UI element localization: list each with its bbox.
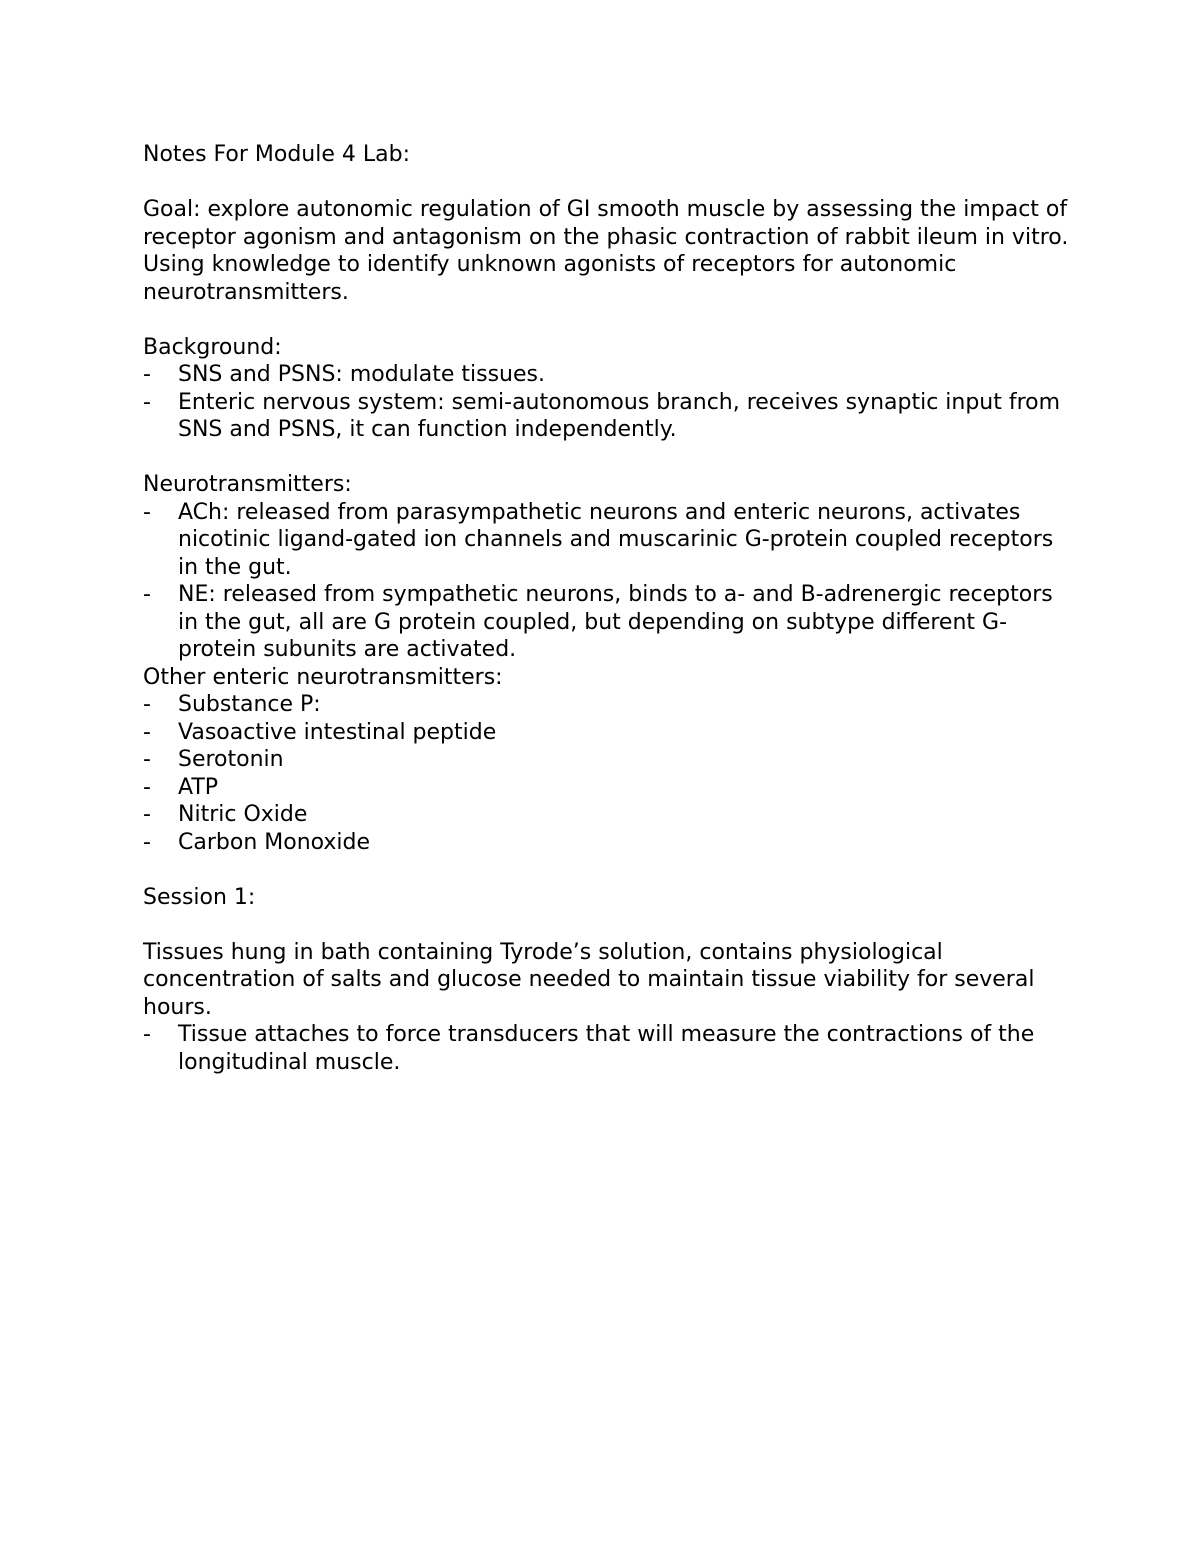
list-item [143, 829, 1073, 857]
background-list [143, 361, 1073, 444]
list-item-text: ATP [178, 774, 219, 800]
session-paragraph: Tissues hung in bath containing Tyrode’s solution, contains physiological concentration of salts and glucose needed to maintain tissue viability for several hours. [143, 939, 1042, 1020]
neurotransmitters-list [143, 499, 1073, 664]
list-item [143, 361, 1073, 389]
list-item [143, 801, 1073, 829]
dash-bullet: - [143, 362, 151, 387]
list-item-text: Substance P: [178, 692, 321, 717]
dash-bullet: - [143, 719, 151, 745]
dash-bullet: - [143, 582, 151, 607]
dash-bullet: - [143, 774, 151, 800]
dash-bullet: - [143, 499, 151, 525]
list-item-text: Nitric Oxide [178, 802, 308, 827]
spacer [143, 444, 1073, 472]
spacer [143, 856, 1073, 884]
dash-bullet: - [143, 1022, 151, 1047]
page-title: Notes For Module 4 Lab: [143, 142, 410, 167]
spacer [143, 306, 1073, 334]
dash-bullet: - [143, 747, 151, 772]
goal-paragraph: Goal: explore autonomic regulation of GI smooth muscle by assessing the impact of receptor agonism and antagonism on the phasic contraction of rabbit ileum in vitro. Using knowledge to identify unknown agonists of receptors for autonomic neurotransmitters. [143, 197, 1076, 305]
spacer [143, 169, 1073, 197]
list-item-text: SNS and PSNS: modulate tissues. [178, 362, 545, 387]
dash-bullet: - [143, 389, 151, 415]
list-item-text: Serotonin [178, 747, 284, 772]
other-neurotransmitters-list [143, 691, 1073, 856]
list-item [143, 389, 1073, 444]
list-item-text: NE: released from sympathetic neurons, binds to a- and B-adrenergic receptors in the gut, all are G protein coupled, but depending on subtype different G-protein subunits are activated. [178, 582, 1053, 662]
list-item [143, 691, 1073, 719]
list-item [143, 1021, 1073, 1076]
dash-bullet: - [143, 692, 151, 717]
session-list [143, 1021, 1073, 1076]
list-item [143, 774, 1073, 802]
neurotransmitters-heading: Neurotransmitters: [143, 472, 352, 497]
list-item [143, 499, 1073, 582]
spacer [143, 911, 1073, 939]
list-item [143, 581, 1073, 664]
list-item [143, 719, 1073, 747]
background-heading: Background: [143, 334, 282, 360]
list-item-text: Carbon Monoxide [178, 829, 371, 855]
document-page [143, 141, 1076, 1076]
session-heading: Session 1: [143, 884, 256, 910]
dash-bullet: - [143, 802, 151, 827]
dash-bullet: - [143, 829, 151, 855]
list-item-text: Vasoactive intestinal peptide [178, 719, 497, 745]
other-neurotransmitters-heading: Other enteric neurotransmitters: [143, 664, 503, 690]
list-item-text: Tissue attaches to force transducers that will measure the contractions of the longitudinal muscle. [178, 1022, 1035, 1075]
list-item-text: ACh: released from parasympathetic neurons and enteric neurons, activates nicotinic ligand-gated ion channels and muscarinic G-protein coupled receptors in the gut. [178, 499, 1054, 580]
list-item-text: Enteric nervous system: semi-autonomous branch, receives synaptic input from SNS and PSNS, it can function independently. [178, 389, 1061, 442]
list-item [143, 746, 1073, 774]
